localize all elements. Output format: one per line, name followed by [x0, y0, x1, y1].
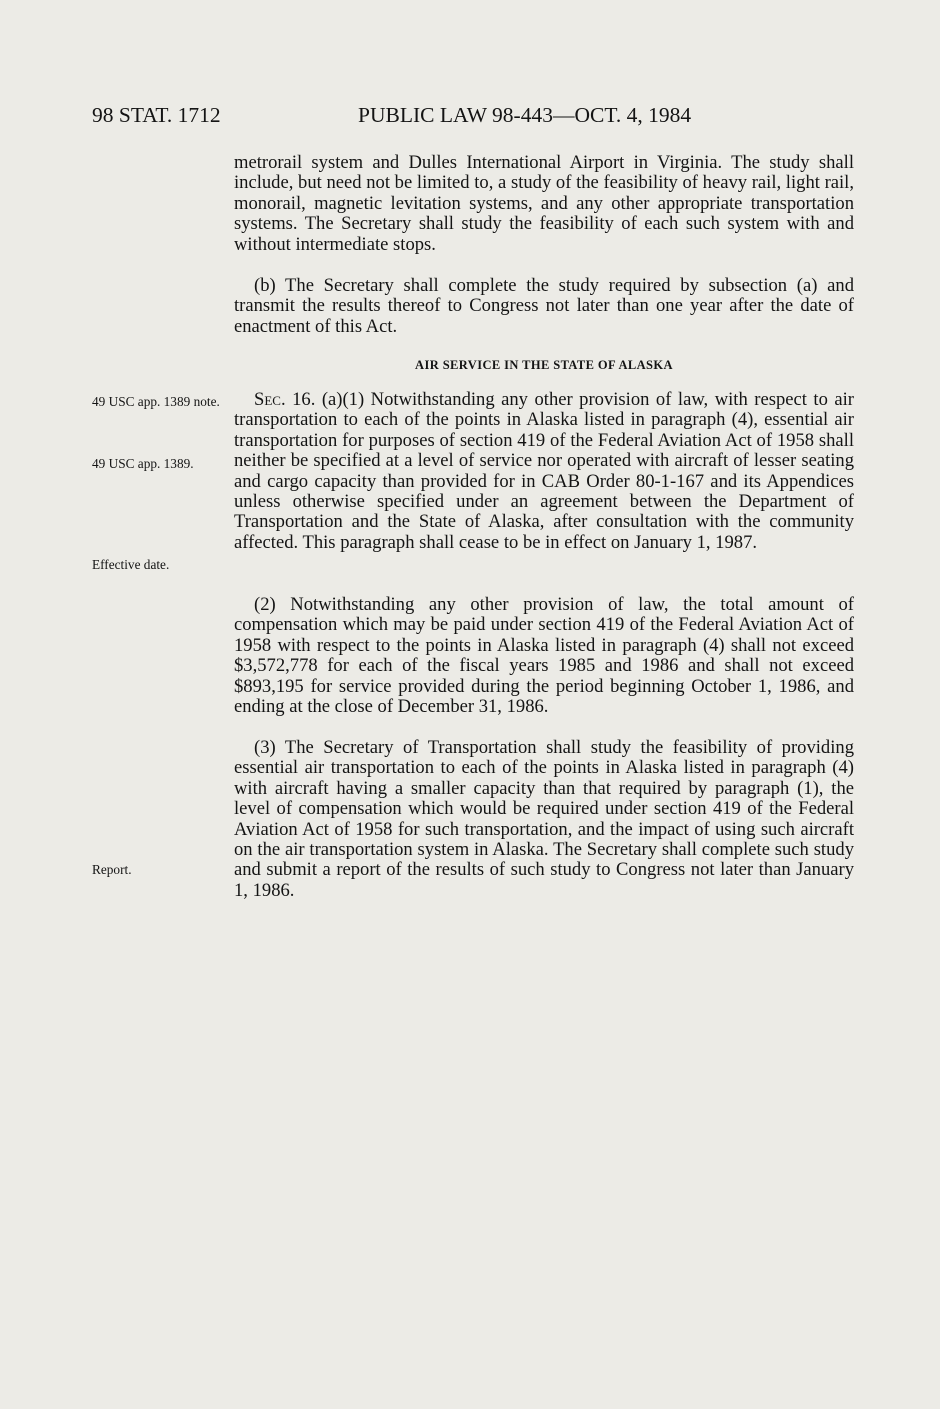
- section-heading: AIR SERVICE IN THE STATE OF ALASKA: [415, 358, 673, 372]
- paragraph-text: (2) Notwithstanding any other provision of law, the total amount of compensation which may be paid under section 419 of the Federal Aviation Act of 1958 with respect to the points in Alaska listed in paragraph (4) shall not exceed $3,572,778 for each of the fiscal years 1985 and 1986 and shall not exceed $893,195 for service provided during the period beginning October 1, 1986, and ending at the close of December 31, 1986.: [234, 594, 854, 718]
- page-header: [92, 103, 732, 133]
- body-paragraph-4: [234, 595, 854, 717]
- margin-note-report: Report.: [92, 862, 132, 877]
- paragraph-text: [234, 390, 854, 553]
- margin-note-citation-1: 49 USC app. 1389 note.: [92, 394, 220, 409]
- public-law-title: PUBLIC LAW 98-443—OCT. 4, 1984: [358, 103, 692, 127]
- statute-page-number: 98 STAT. 1712: [92, 103, 221, 127]
- section-label: Sec.: [254, 389, 286, 410]
- paragraph-text: metrorail system and Dulles International Airport in Virginia. The study shall include, but need not be limited to, a study of the feasibility of heavy rail, light rail, monorail, magnetic levitation systems, and any other appropriate transportation systems. The Secretary shall study the feasibility of each such system with and without intermediate stops.: [234, 152, 854, 255]
- paragraph-text: (3) The Secretary of Transportation shall study the feasibility of providing essential air transportation to each of the points in Alaska listed in paragraph (4) with aircraft having a smaller capacity than that required by paragraph (1), the level of compensation which would be required under section 419 of the Federal Aviation Act of 1958 for such transportation, and the impact of using such aircraft on the air transportation system in Alaska. The Secretary shall complete such study and submit a report of the results of such study to Congress not later than January 1, 1986.: [234, 737, 854, 901]
- body-paragraph-1: [234, 153, 854, 255]
- body-paragraph-5: [234, 738, 854, 901]
- body-paragraph-2: [234, 276, 854, 337]
- paragraph-text: (b) The Secretary shall complete the study required by subsection (a) and transmit the results thereof to Congress not later than one year after the date of enactment of this Act.: [234, 275, 854, 337]
- section-body: 16. (a)(1) Notwithstanding any other provision of law, with respect to air transportation to each of the points in Alaska listed in paragraph (4), essential air transportation for purposes of section 419 of the Federal Aviation Act of 1958 shall neither be specified at a level of service nor operated with aircraft of lesser seating and cargo capacity than provided for in CAB Order 80-1-167 and its Appendices unless otherwise specified under an agreement between the Department of Transportation and the State of Alaska, after consultation with the community affected. This paragraph shall cease to be in effect on January 1, 1987.: [234, 389, 854, 553]
- body-paragraph-3: [234, 390, 854, 553]
- margin-note-citation-2: 49 USC app. 1389.: [92, 456, 194, 471]
- margin-note-effective-date: Effective date.: [92, 557, 170, 572]
